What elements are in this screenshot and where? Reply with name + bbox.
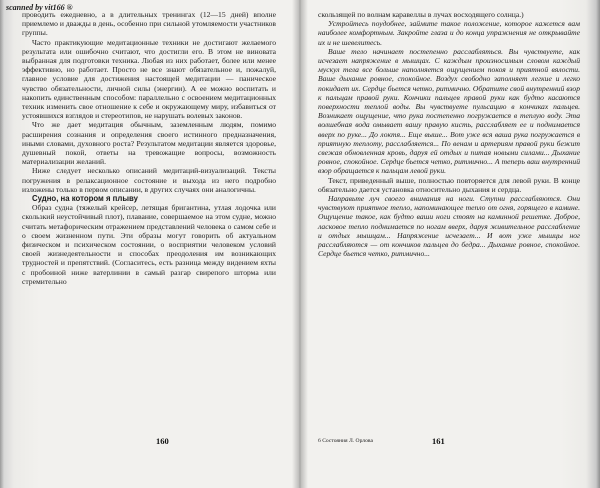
paragraph: Направьте луч своего внимания на ноги. Ступни расслабляются. Они чувствуют приятное тепло, напоминающее тепло от огня, горящего в камине. Ощущение такое, как будто ваши ноги стоят на каминной решетке. Доброе, ласковое тепло поднимается по ногам вверх, даруя живительное расслабление и отдых мышцам... Напряжение исчезает... И вот уже мышцы ног расслабляются — от кончиков пальцев до бедра... Дыхание ровное, спокойное. Сердце бьется четко, ритмично... bbox=[318, 194, 580, 259]
paragraph: Что же дает медитация обычным, заземленным людям, помимо расширения сознания и определения своего истинного предназначения, иными словами, духовного роста? Результатом медитации является здоровье, душевный покой, ответы на тревожащие вопросы, возможность материализации желаний. bbox=[22, 120, 276, 167]
paragraph: Ваше тело начинает постепенно расслабляться. Вы чувствуете, как исчезает напряжение в мышцах. С каждым произносимым словом каждый мускул тела все больше наполняется ощущением покоя и приятной вялости. Ваше дыхание ровное, спокойное. Воздух свободно заполняет легкие и легко покидает их. Сердце бьется четко, ритмично. Обратите свой внутренний взор к пальцам правой руки. Кончики пальцев правой руки как будто касаются поверхности теплой воды. Вы чувствуете пульсацию в кончиках пальцев. Возникает ощущение, что рука постепенно погружается в теплую воду. Эта волшебная вода омывает вашу правую кисть, расслабляет ее и поднимается вверх по руке... До локтя... Еще выше... Вот уже вся ваша рука погружается в приятную теплоту, расслабляется... По венам и артериям правой руки бежит свежая обновленная кровь, даруя ей отдых и питая новыми силами... Дыхание ровное, спокойное. Сердце бьется четко, ритмично... А теперь ваш внутренний взор обращается к пальцам левой руки. bbox=[318, 46, 580, 176]
paragraph: Устройтесь поудобнее, займите такое положение, которое кажется вам наиболее комфортным. Закройте глаза и до конца упражнения не открывайте их и не шевелитесь. bbox=[318, 19, 580, 47]
left-page-text bbox=[22, 10, 276, 286]
right-page bbox=[304, 0, 600, 488]
left-page bbox=[0, 0, 296, 488]
paragraph: проводить ежедневно, а в длительных тренингах (12—15 дней) вполне приемлемо и дважды в день, особенно при сильной утомляемости участников группы. bbox=[22, 10, 276, 38]
page-number-right: 161 bbox=[432, 436, 445, 446]
signature-footer: 6 Состояния Л. Орлова bbox=[318, 438, 373, 444]
paragraph: Часто практикующие медитационные техники не достигают желаемого результата или ошибочно считают, что достигли его. В этом не виновата выбранная для подготовки техника. Любая из них работает, более или менее эффективно, но работает. Просто не все знают обязательное и, пожалуй, главное условие для достижения настоящей медитации — паническое чувство обязательности, личной силы (энергии). А ее можно воспитать и накопить единственным способом: параллельно с освоением медитационных техник изменить свое отношение к себе и окружающему миру, избавиться от устоявшихся взглядов и стереотипов, не нарушать волевых законов. bbox=[22, 37, 276, 121]
right-page-text bbox=[318, 10, 580, 258]
paragraph: Текст, приведенный выше, полностью повторяется для левой руки. В конце обязательно дается установка относительно дыхания и сердца. bbox=[318, 175, 580, 194]
paragraph: Ниже следует несколько описаний медитаций-визуализаций. Тексты погружения в релаксационное состояние и выхода из него подробно изложены только в первом описании, в других случаях они аналогичны. bbox=[22, 166, 276, 194]
scan-stamp: scanned by vit166 ® bbox=[6, 3, 73, 12]
paragraph: скользящей по волнам каравеллы в лучах восходящего солнца.) bbox=[318, 10, 524, 19]
paragraph: Образ судна (тяжелый крейсер, летящая бригантина, утлая лодочка или скользкий неустойчивый плот), плавание, совершаемое на этом судне, можно считать метафорическим отражением представлений человека о самом себе и о своем жизненном пути. Эти образы могут говорить об актуальном физическом и психическом состоянии, о восприятии человеком условий своей жизнедеятельности и способах преодоления им возникающих трудностей и препятствий. (Согласитесь, есть разница между видением яхты с пробоиной ниже ватерлинии в самый разгар свирепого шторма или стремительно bbox=[22, 203, 276, 286]
page-number-left: 160 bbox=[156, 436, 169, 446]
section-heading: Судно, на котором я плыву bbox=[32, 194, 138, 204]
